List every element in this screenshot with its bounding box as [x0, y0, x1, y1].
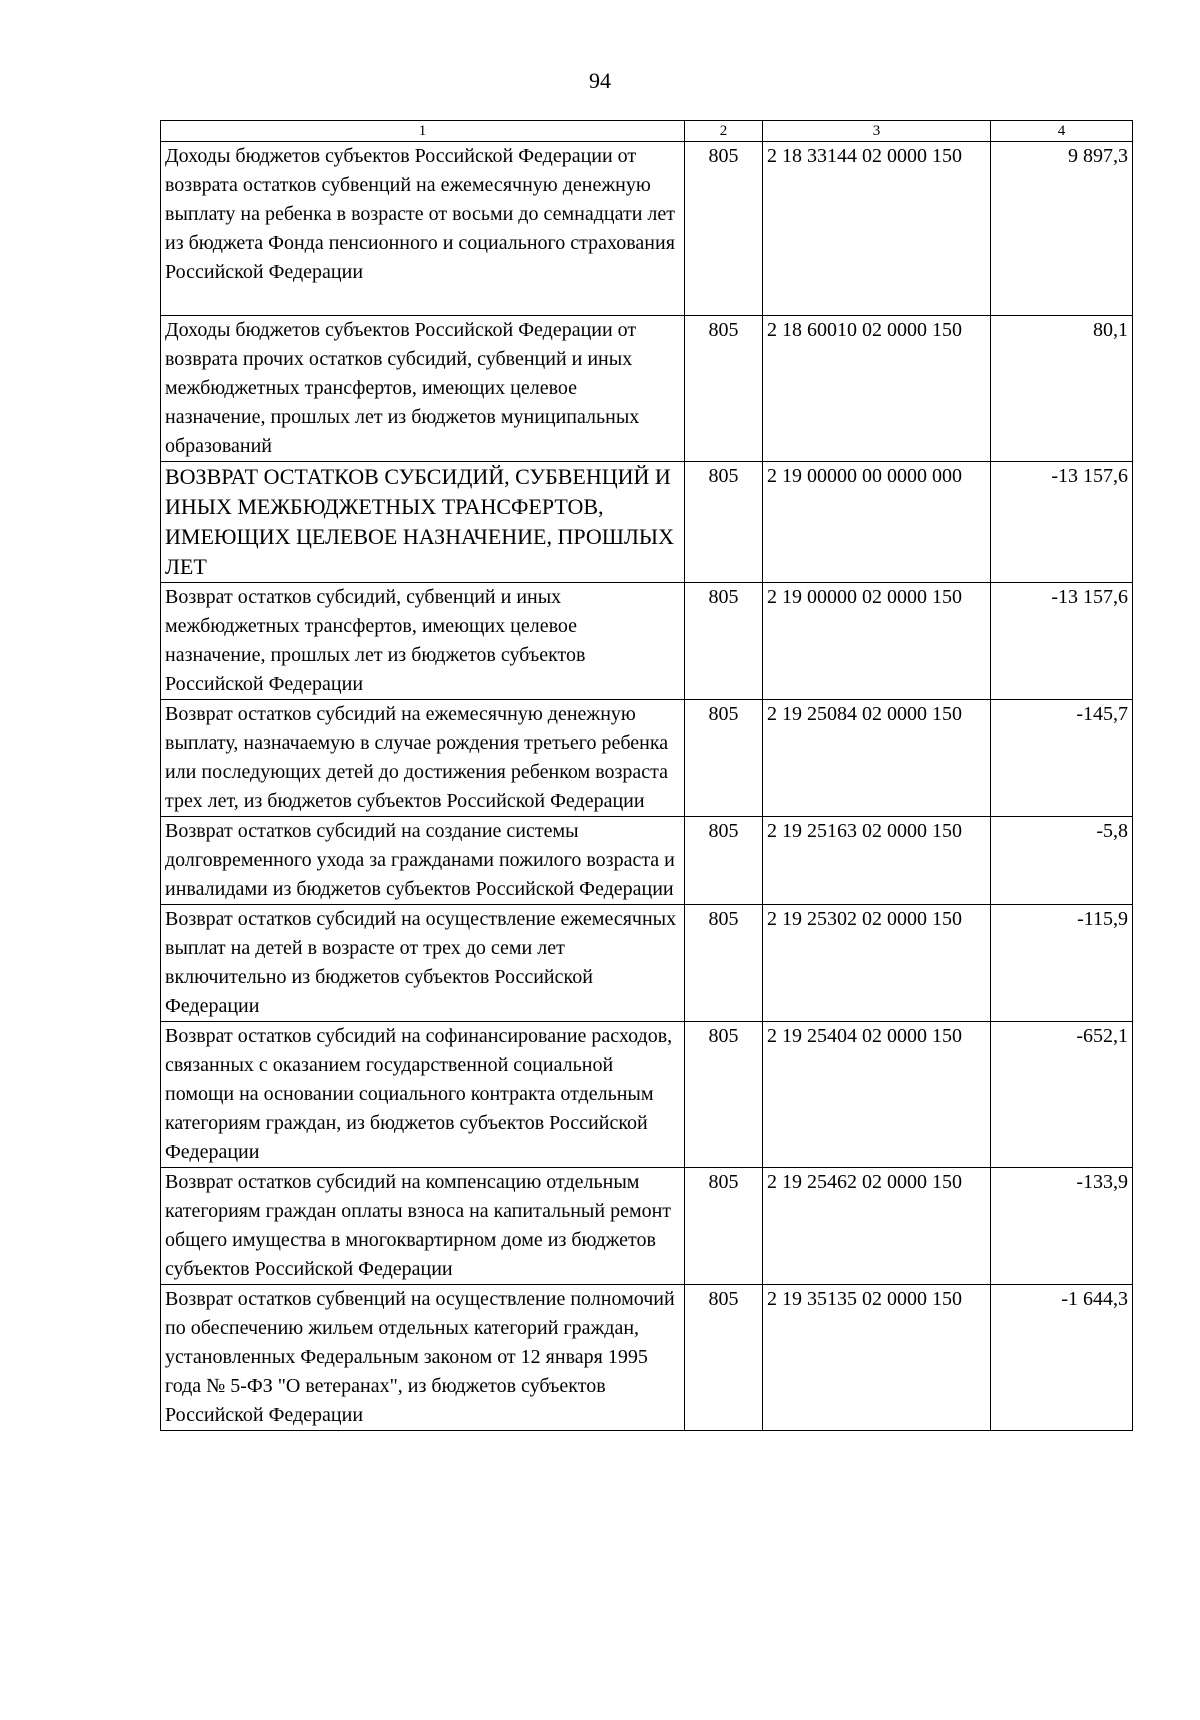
page-number: 94: [589, 68, 611, 93]
row-budget-code: 2 19 25462 02 0000 150: [763, 1168, 991, 1285]
table-row: [161, 1285, 1133, 1431]
table-row: [161, 905, 1133, 1022]
row-description: ВОЗВРАТ ОСТАТКОВ СУБСИДИЙ, СУБВЕНЦИЙ И ИНЫХ МЕЖБЮДЖЕТНЫХ ТРАНСФЕРТОВ, ИМЕЮЩИХ ЦЕЛЕВОЕ НАЗНАЧЕНИЕ, ПРОШЛЫХ ЛЕТ: [161, 462, 685, 583]
row-budget-code: 2 19 25404 02 0000 150: [763, 1022, 991, 1168]
table-row: [161, 142, 1133, 316]
row-budget-code: 2 19 00000 02 0000 150: [763, 583, 991, 700]
table-row: [161, 817, 1133, 905]
row-amount: -5,8: [991, 817, 1133, 905]
row-admin-code: 805: [685, 462, 763, 583]
table-row: [161, 700, 1133, 817]
row-admin-code: 805: [685, 817, 763, 905]
row-admin-code: 805: [685, 1022, 763, 1168]
column-number-row: [161, 121, 1133, 142]
row-description: Возврат остатков субсидий на софинансирование расходов, связанных с оказанием государственной социальной помощи на основании социального контракта отдельным категориям граждан, из бюджетов субъектов Российской Федерации: [161, 1022, 685, 1168]
row-amount: -652,1: [991, 1022, 1133, 1168]
row-admin-code: 805: [685, 142, 763, 316]
row-amount: -133,9: [991, 1168, 1133, 1285]
row-amount: -1 644,3: [991, 1285, 1133, 1431]
column-number-2: 2: [685, 121, 763, 142]
row-budget-code: 2 18 60010 02 0000 150: [763, 316, 991, 462]
row-admin-code: 805: [685, 583, 763, 700]
row-description: Возврат остатков субвенций на осуществление полномочий по обеспечению жильем отдельных категорий граждан, установленных Федеральным законом от 12 января 1995 года № 5-ФЗ "О ветеранах", из бюджетов субъектов Российской Федерации: [161, 1285, 685, 1431]
row-amount: 80,1: [991, 316, 1133, 462]
row-amount: 9 897,3: [991, 142, 1133, 316]
column-number-4: 4: [991, 121, 1133, 142]
row-amount: -13 157,6: [991, 462, 1133, 583]
budget-revenue-table: [160, 120, 1133, 1431]
table-row: [161, 316, 1133, 462]
row-budget-code: 2 19 25084 02 0000 150: [763, 700, 991, 817]
column-number-3: 3: [763, 121, 991, 142]
row-admin-code: 805: [685, 1168, 763, 1285]
row-budget-code: 2 19 25302 02 0000 150: [763, 905, 991, 1022]
table-row: [161, 1022, 1133, 1168]
row-amount: -13 157,6: [991, 583, 1133, 700]
table-row: [161, 583, 1133, 700]
row-description: Возврат остатков субсидий на осуществление ежемесячных выплат на детей в возрасте от трех до семи лет включительно из бюджетов субъектов Российской Федерации: [161, 905, 685, 1022]
table-row: [161, 1168, 1133, 1285]
row-description: Возврат остатков субсидий, субвенций и иных межбюджетных трансфертов, имеющих целевое назначение, прошлых лет из бюджетов субъектов Российской Федерации: [161, 583, 685, 700]
row-amount: -115,9: [991, 905, 1133, 1022]
row-budget-code: 2 19 25163 02 0000 150: [763, 817, 991, 905]
row-description: Доходы бюджетов субъектов Российской Федерации от возврата прочих остатков субсидий, субвенций и иных межбюджетных трансфертов, имеющих целевое назначение, прошлых лет из бюджетов муниципальных образований: [161, 316, 685, 462]
row-budget-code: 2 19 35135 02 0000 150: [763, 1285, 991, 1431]
row-admin-code: 805: [685, 905, 763, 1022]
row-admin-code: 805: [685, 700, 763, 817]
row-amount: -145,7: [991, 700, 1133, 817]
table-row-section-heading: [161, 462, 1133, 583]
column-number-1: 1: [161, 121, 685, 142]
row-budget-code: 2 18 33144 02 0000 150: [763, 142, 991, 316]
row-description: Возврат остатков субсидий на создание системы долговременного ухода за гражданами пожилого возраста и инвалидами из бюджетов субъектов Российской Федерации: [161, 817, 685, 905]
row-admin-code: 805: [685, 316, 763, 462]
row-description: Доходы бюджетов субъектов Российской Федерации от возврата остатков субвенций на ежемесячную денежную выплату на ребенка в возрасте от восьми до семнадцати лет из бюджета Фонда пенсионного и социального страхования Российской Федерации: [161, 142, 685, 316]
row-description: Возврат остатков субсидий на ежемесячную денежную выплату, назначаемую в случае рождения третьего ребенка или последующих детей до достижения ребенком возраста трех лет, из бюджетов субъектов Российской Федерации: [161, 700, 685, 817]
row-admin-code: 805: [685, 1285, 763, 1431]
row-budget-code: 2 19 00000 00 0000 000: [763, 462, 991, 583]
row-description: Возврат остатков субсидий на компенсацию отдельным категориям граждан оплаты взноса на капитальный ремонт общего имущества в многоквартирном доме из бюджетов субъектов Российской Федерации: [161, 1168, 685, 1285]
